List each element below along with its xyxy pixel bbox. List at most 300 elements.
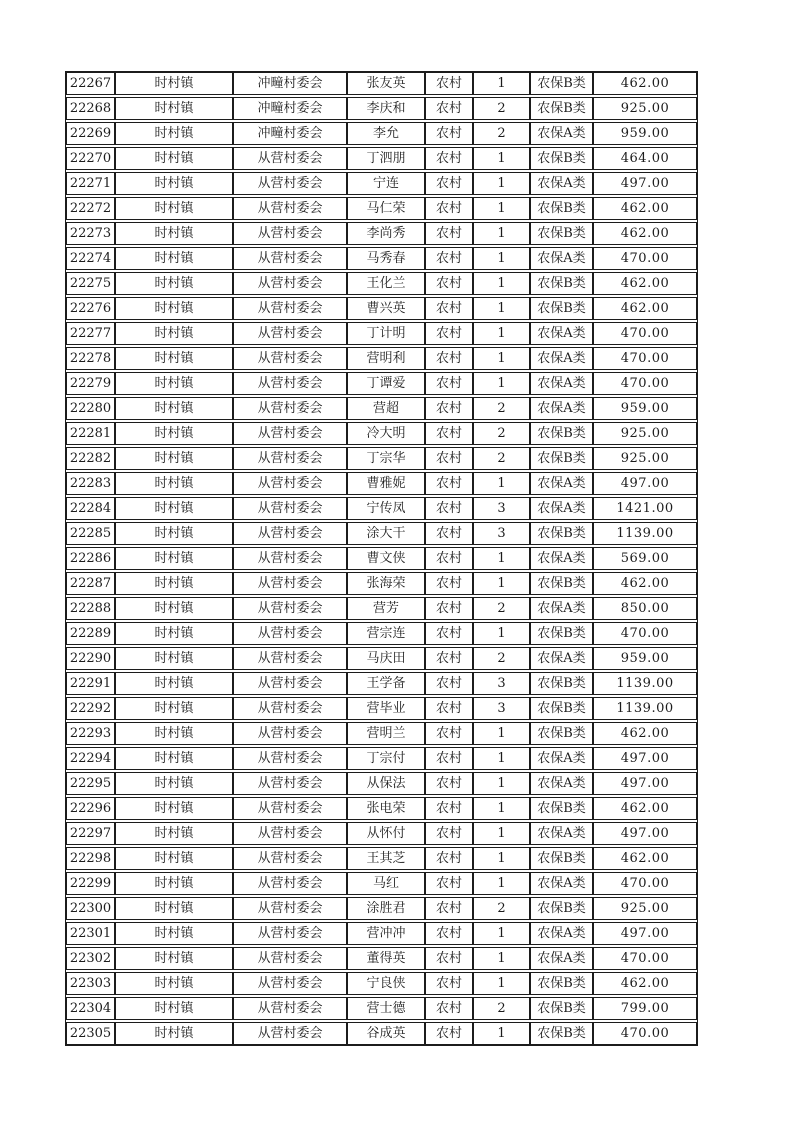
cell-amount: 462.00 bbox=[593, 572, 697, 595]
cell-person_name: 马秀春 bbox=[347, 247, 425, 270]
cell-person_name: 马庆田 bbox=[347, 647, 425, 670]
cell-record_no: 22295 bbox=[66, 772, 115, 795]
table-row bbox=[66, 622, 697, 645]
cell-town: 时村镇 bbox=[115, 222, 233, 245]
cell-village_committee: 从营村委会 bbox=[233, 372, 347, 395]
pension-payment-table bbox=[65, 71, 698, 1046]
cell-record_no: 22272 bbox=[66, 197, 115, 220]
cell-record_no: 22287 bbox=[66, 572, 115, 595]
cell-town: 时村镇 bbox=[115, 472, 233, 495]
cell-person_name: 营毕业 bbox=[347, 697, 425, 720]
cell-village_committee: 从营村委会 bbox=[233, 822, 347, 845]
table-row bbox=[66, 197, 697, 220]
cell-town: 时村镇 bbox=[115, 347, 233, 370]
cell-residence_type: 农村 bbox=[425, 422, 473, 445]
cell-amount: 462.00 bbox=[593, 722, 697, 745]
cell-village_committee: 从营村委会 bbox=[233, 597, 347, 620]
cell-person_name: 涂大干 bbox=[347, 522, 425, 545]
cell-residence_type: 农村 bbox=[425, 172, 473, 195]
cell-town: 时村镇 bbox=[115, 847, 233, 870]
cell-insurance_category: 农保A类 bbox=[530, 747, 593, 770]
cell-amount: 462.00 bbox=[593, 222, 697, 245]
cell-amount: 470.00 bbox=[593, 622, 697, 645]
cell-person_count: 1 bbox=[473, 247, 530, 270]
cell-village_committee: 从营村委会 bbox=[233, 422, 347, 445]
cell-residence_type: 农村 bbox=[425, 497, 473, 520]
cell-town: 时村镇 bbox=[115, 422, 233, 445]
cell-amount: 497.00 bbox=[593, 922, 697, 945]
cell-town: 时村镇 bbox=[115, 772, 233, 795]
cell-insurance_category: 农保B类 bbox=[530, 697, 593, 720]
table-row bbox=[66, 597, 697, 620]
table-row bbox=[66, 997, 697, 1020]
cell-town: 时村镇 bbox=[115, 197, 233, 220]
cell-record_no: 22279 bbox=[66, 372, 115, 395]
cell-amount: 497.00 bbox=[593, 822, 697, 845]
cell-town: 时村镇 bbox=[115, 972, 233, 995]
cell-person_count: 1 bbox=[473, 847, 530, 870]
cell-insurance_category: 农保B类 bbox=[530, 722, 593, 745]
cell-person_name: 丁泗朋 bbox=[347, 147, 425, 170]
cell-town: 时村镇 bbox=[115, 797, 233, 820]
cell-village_committee: 从营村委会 bbox=[233, 797, 347, 820]
cell-person_count: 2 bbox=[473, 122, 530, 145]
cell-residence_type: 农村 bbox=[425, 947, 473, 970]
cell-person_name: 王其芝 bbox=[347, 847, 425, 870]
cell-insurance_category: 农保A类 bbox=[530, 247, 593, 270]
cell-insurance_category: 农保B类 bbox=[530, 222, 593, 245]
cell-village_committee: 从营村委会 bbox=[233, 472, 347, 495]
cell-amount: 464.00 bbox=[593, 147, 697, 170]
cell-insurance_category: 农保A类 bbox=[530, 497, 593, 520]
cell-village_committee: 从营村委会 bbox=[233, 197, 347, 220]
cell-town: 时村镇 bbox=[115, 122, 233, 145]
cell-residence_type: 农村 bbox=[425, 447, 473, 470]
cell-amount: 470.00 bbox=[593, 347, 697, 370]
cell-record_no: 22274 bbox=[66, 247, 115, 270]
cell-residence_type: 农村 bbox=[425, 672, 473, 695]
cell-town: 时村镇 bbox=[115, 447, 233, 470]
cell-person_count: 3 bbox=[473, 497, 530, 520]
cell-person_name: 营士德 bbox=[347, 997, 425, 1020]
cell-village_committee: 从营村委会 bbox=[233, 272, 347, 295]
cell-village_committee: 从营村委会 bbox=[233, 697, 347, 720]
cell-town: 时村镇 bbox=[115, 822, 233, 845]
cell-person_count: 1 bbox=[473, 972, 530, 995]
cell-person_count: 2 bbox=[473, 997, 530, 1020]
cell-record_no: 22283 bbox=[66, 472, 115, 495]
cell-person_name: 张友英 bbox=[347, 72, 425, 95]
table-row bbox=[66, 522, 697, 545]
cell-residence_type: 农村 bbox=[425, 722, 473, 745]
cell-person_count: 1 bbox=[473, 322, 530, 345]
cell-village_committee: 从营村委会 bbox=[233, 322, 347, 345]
cell-person_name: 宁良侠 bbox=[347, 972, 425, 995]
cell-record_no: 22284 bbox=[66, 497, 115, 520]
cell-residence_type: 农村 bbox=[425, 472, 473, 495]
cell-town: 时村镇 bbox=[115, 497, 233, 520]
cell-insurance_category: 农保A类 bbox=[530, 947, 593, 970]
cell-person_count: 1 bbox=[473, 297, 530, 320]
cell-insurance_category: 农保B类 bbox=[530, 197, 593, 220]
cell-residence_type: 农村 bbox=[425, 147, 473, 170]
cell-residence_type: 农村 bbox=[425, 647, 473, 670]
cell-amount: 925.00 bbox=[593, 422, 697, 445]
cell-person_count: 1 bbox=[473, 772, 530, 795]
table-row bbox=[66, 447, 697, 470]
cell-person_count: 3 bbox=[473, 522, 530, 545]
cell-person_count: 1 bbox=[473, 197, 530, 220]
cell-amount: 497.00 bbox=[593, 747, 697, 770]
cell-amount: 462.00 bbox=[593, 797, 697, 820]
cell-town: 时村镇 bbox=[115, 172, 233, 195]
cell-person_count: 2 bbox=[473, 897, 530, 920]
table-row bbox=[66, 797, 697, 820]
cell-record_no: 22292 bbox=[66, 697, 115, 720]
cell-insurance_category: 农保A类 bbox=[530, 922, 593, 945]
cell-insurance_category: 农保B类 bbox=[530, 447, 593, 470]
cell-person_name: 董得英 bbox=[347, 947, 425, 970]
cell-amount: 497.00 bbox=[593, 772, 697, 795]
cell-insurance_category: 农保A类 bbox=[530, 822, 593, 845]
cell-town: 时村镇 bbox=[115, 997, 233, 1020]
cell-record_no: 22286 bbox=[66, 547, 115, 570]
table-row bbox=[66, 722, 697, 745]
cell-insurance_category: 农保A类 bbox=[530, 872, 593, 895]
cell-residence_type: 农村 bbox=[425, 822, 473, 845]
cell-person_name: 曹文侠 bbox=[347, 547, 425, 570]
cell-town: 时村镇 bbox=[115, 747, 233, 770]
cell-person_name: 涂胜君 bbox=[347, 897, 425, 920]
cell-residence_type: 农村 bbox=[425, 997, 473, 1020]
cell-village_committee: 从营村委会 bbox=[233, 572, 347, 595]
table-row bbox=[66, 672, 697, 695]
cell-village_committee: 冲疃村委会 bbox=[233, 122, 347, 145]
cell-amount: 1139.00 bbox=[593, 672, 697, 695]
cell-town: 时村镇 bbox=[115, 372, 233, 395]
table-row bbox=[66, 397, 697, 420]
cell-insurance_category: 农保A类 bbox=[530, 347, 593, 370]
cell-insurance_category: 农保A类 bbox=[530, 472, 593, 495]
cell-person_name: 营芳 bbox=[347, 597, 425, 620]
cell-insurance_category: 农保A类 bbox=[530, 322, 593, 345]
cell-village_committee: 从营村委会 bbox=[233, 772, 347, 795]
cell-insurance_category: 农保B类 bbox=[530, 1022, 593, 1045]
cell-amount: 462.00 bbox=[593, 272, 697, 295]
cell-record_no: 22298 bbox=[66, 847, 115, 870]
cell-village_committee: 从营村委会 bbox=[233, 297, 347, 320]
cell-amount: 850.00 bbox=[593, 597, 697, 620]
cell-insurance_category: 农保A类 bbox=[530, 172, 593, 195]
cell-person_count: 3 bbox=[473, 672, 530, 695]
cell-record_no: 22304 bbox=[66, 997, 115, 1020]
table-row bbox=[66, 272, 697, 295]
table-row bbox=[66, 172, 697, 195]
cell-residence_type: 农村 bbox=[425, 747, 473, 770]
cell-insurance_category: 农保B类 bbox=[530, 147, 593, 170]
table-row bbox=[66, 247, 697, 270]
cell-insurance_category: 农保B类 bbox=[530, 522, 593, 545]
cell-record_no: 22276 bbox=[66, 297, 115, 320]
table-row bbox=[66, 647, 697, 670]
cell-record_no: 22282 bbox=[66, 447, 115, 470]
cell-person_count: 1 bbox=[473, 722, 530, 745]
cell-person_count: 2 bbox=[473, 97, 530, 120]
cell-village_committee: 从营村委会 bbox=[233, 847, 347, 870]
cell-record_no: 22301 bbox=[66, 922, 115, 945]
cell-town: 时村镇 bbox=[115, 572, 233, 595]
cell-person_count: 1 bbox=[473, 872, 530, 895]
table-row bbox=[66, 422, 697, 445]
cell-person_name: 营超 bbox=[347, 397, 425, 420]
cell-amount: 462.00 bbox=[593, 72, 697, 95]
cell-person_count: 1 bbox=[473, 797, 530, 820]
cell-person_count: 1 bbox=[473, 822, 530, 845]
cell-record_no: 22302 bbox=[66, 947, 115, 970]
cell-person_name: 从怀付 bbox=[347, 822, 425, 845]
cell-amount: 925.00 bbox=[593, 897, 697, 920]
cell-village_committee: 从营村委会 bbox=[233, 622, 347, 645]
cell-village_committee: 从营村委会 bbox=[233, 447, 347, 470]
cell-residence_type: 农村 bbox=[425, 322, 473, 345]
cell-residence_type: 农村 bbox=[425, 1022, 473, 1045]
table-row bbox=[66, 297, 697, 320]
cell-town: 时村镇 bbox=[115, 322, 233, 345]
cell-record_no: 22290 bbox=[66, 647, 115, 670]
cell-residence_type: 农村 bbox=[425, 797, 473, 820]
cell-town: 时村镇 bbox=[115, 272, 233, 295]
cell-insurance_category: 农保A类 bbox=[530, 647, 593, 670]
cell-person_count: 1 bbox=[473, 222, 530, 245]
table-row bbox=[66, 547, 697, 570]
cell-town: 时村镇 bbox=[115, 922, 233, 945]
cell-insurance_category: 农保B类 bbox=[530, 572, 593, 595]
table-row bbox=[66, 872, 697, 895]
cell-residence_type: 农村 bbox=[425, 972, 473, 995]
cell-town: 时村镇 bbox=[115, 622, 233, 645]
cell-residence_type: 农村 bbox=[425, 272, 473, 295]
cell-person_count: 2 bbox=[473, 447, 530, 470]
cell-amount: 470.00 bbox=[593, 872, 697, 895]
cell-person_count: 1 bbox=[473, 272, 530, 295]
cell-amount: 462.00 bbox=[593, 972, 697, 995]
cell-record_no: 22300 bbox=[66, 897, 115, 920]
cell-town: 时村镇 bbox=[115, 897, 233, 920]
cell-village_committee: 冲疃村委会 bbox=[233, 97, 347, 120]
cell-person_count: 2 bbox=[473, 647, 530, 670]
cell-person_count: 1 bbox=[473, 372, 530, 395]
cell-record_no: 22268 bbox=[66, 97, 115, 120]
cell-town: 时村镇 bbox=[115, 647, 233, 670]
cell-person_name: 王化兰 bbox=[347, 272, 425, 295]
cell-residence_type: 农村 bbox=[425, 772, 473, 795]
cell-person_name: 李允 bbox=[347, 122, 425, 145]
cell-record_no: 22296 bbox=[66, 797, 115, 820]
cell-insurance_category: 农保B类 bbox=[530, 297, 593, 320]
cell-record_no: 22275 bbox=[66, 272, 115, 295]
cell-village_committee: 从营村委会 bbox=[233, 397, 347, 420]
cell-amount: 569.00 bbox=[593, 547, 697, 570]
cell-insurance_category: 农保A类 bbox=[530, 372, 593, 395]
cell-town: 时村镇 bbox=[115, 672, 233, 695]
cell-record_no: 22294 bbox=[66, 747, 115, 770]
table-row bbox=[66, 147, 697, 170]
cell-village_committee: 从营村委会 bbox=[233, 922, 347, 945]
cell-person_count: 2 bbox=[473, 422, 530, 445]
cell-insurance_category: 农保B类 bbox=[530, 972, 593, 995]
cell-amount: 462.00 bbox=[593, 847, 697, 870]
cell-town: 时村镇 bbox=[115, 947, 233, 970]
cell-person_name: 宁传凤 bbox=[347, 497, 425, 520]
cell-village_committee: 从营村委会 bbox=[233, 672, 347, 695]
cell-person_name: 营冲冲 bbox=[347, 922, 425, 945]
cell-residence_type: 农村 bbox=[425, 847, 473, 870]
cell-person_name: 丁宗付 bbox=[347, 747, 425, 770]
cell-town: 时村镇 bbox=[115, 97, 233, 120]
cell-person_count: 1 bbox=[473, 147, 530, 170]
cell-insurance_category: 农保A类 bbox=[530, 597, 593, 620]
cell-residence_type: 农村 bbox=[425, 72, 473, 95]
cell-insurance_category: 农保A类 bbox=[530, 547, 593, 570]
cell-person_name: 曹雅妮 bbox=[347, 472, 425, 495]
cell-insurance_category: 农保B类 bbox=[530, 97, 593, 120]
cell-insurance_category: 农保A类 bbox=[530, 397, 593, 420]
cell-person_count: 1 bbox=[473, 947, 530, 970]
cell-insurance_category: 农保B类 bbox=[530, 847, 593, 870]
table-row bbox=[66, 972, 697, 995]
cell-person_name: 冷大明 bbox=[347, 422, 425, 445]
cell-insurance_category: 农保B类 bbox=[530, 897, 593, 920]
table-row bbox=[66, 747, 697, 770]
cell-town: 时村镇 bbox=[115, 1022, 233, 1045]
table-row bbox=[66, 347, 697, 370]
cell-town: 时村镇 bbox=[115, 722, 233, 745]
cell-record_no: 22305 bbox=[66, 1022, 115, 1045]
cell-village_committee: 从营村委会 bbox=[233, 547, 347, 570]
cell-person_count: 1 bbox=[473, 1022, 530, 1045]
cell-residence_type: 农村 bbox=[425, 922, 473, 945]
cell-village_committee: 从营村委会 bbox=[233, 1022, 347, 1045]
cell-town: 时村镇 bbox=[115, 72, 233, 95]
cell-amount: 1139.00 bbox=[593, 522, 697, 545]
cell-amount: 470.00 bbox=[593, 322, 697, 345]
cell-record_no: 22269 bbox=[66, 122, 115, 145]
cell-amount: 470.00 bbox=[593, 372, 697, 395]
cell-residence_type: 农村 bbox=[425, 397, 473, 420]
cell-amount: 470.00 bbox=[593, 947, 697, 970]
cell-village_committee: 从营村委会 bbox=[233, 947, 347, 970]
cell-village_committee: 从营村委会 bbox=[233, 722, 347, 745]
cell-village_committee: 从营村委会 bbox=[233, 522, 347, 545]
cell-person_name: 谷成英 bbox=[347, 1022, 425, 1045]
cell-village_committee: 冲疃村委会 bbox=[233, 72, 347, 95]
cell-person_name: 李尚秀 bbox=[347, 222, 425, 245]
cell-person_name: 从保法 bbox=[347, 772, 425, 795]
cell-amount: 959.00 bbox=[593, 397, 697, 420]
cell-town: 时村镇 bbox=[115, 147, 233, 170]
cell-village_committee: 从营村委会 bbox=[233, 647, 347, 670]
table-row bbox=[66, 572, 697, 595]
cell-person_count: 3 bbox=[473, 697, 530, 720]
table-row bbox=[66, 822, 697, 845]
table-row bbox=[66, 897, 697, 920]
cell-village_committee: 从营村委会 bbox=[233, 872, 347, 895]
table-row bbox=[66, 472, 697, 495]
table-row bbox=[66, 947, 697, 970]
cell-residence_type: 农村 bbox=[425, 197, 473, 220]
cell-insurance_category: 农保B类 bbox=[530, 72, 593, 95]
cell-residence_type: 农村 bbox=[425, 872, 473, 895]
cell-residence_type: 农村 bbox=[425, 222, 473, 245]
table-row bbox=[66, 222, 697, 245]
cell-record_no: 22281 bbox=[66, 422, 115, 445]
cell-residence_type: 农村 bbox=[425, 897, 473, 920]
cell-town: 时村镇 bbox=[115, 547, 233, 570]
cell-person_name: 丁谭爱 bbox=[347, 372, 425, 395]
cell-town: 时村镇 bbox=[115, 872, 233, 895]
table-row bbox=[66, 922, 697, 945]
cell-record_no: 22289 bbox=[66, 622, 115, 645]
cell-village_committee: 从营村委会 bbox=[233, 222, 347, 245]
table-row bbox=[66, 847, 697, 870]
cell-residence_type: 农村 bbox=[425, 697, 473, 720]
cell-village_committee: 从营村委会 bbox=[233, 497, 347, 520]
cell-person_count: 1 bbox=[473, 747, 530, 770]
table-row bbox=[66, 322, 697, 345]
cell-town: 时村镇 bbox=[115, 697, 233, 720]
cell-person_count: 1 bbox=[473, 572, 530, 595]
cell-person_count: 1 bbox=[473, 622, 530, 645]
cell-record_no: 22285 bbox=[66, 522, 115, 545]
table-row bbox=[66, 122, 697, 145]
cell-record_no: 22270 bbox=[66, 147, 115, 170]
cell-insurance_category: 农保A类 bbox=[530, 772, 593, 795]
cell-amount: 497.00 bbox=[593, 472, 697, 495]
cell-residence_type: 农村 bbox=[425, 347, 473, 370]
cell-village_committee: 从营村委会 bbox=[233, 247, 347, 270]
table-row bbox=[66, 372, 697, 395]
cell-person_count: 1 bbox=[473, 547, 530, 570]
cell-amount: 925.00 bbox=[593, 97, 697, 120]
cell-person_name: 丁宗华 bbox=[347, 447, 425, 470]
cell-record_no: 22303 bbox=[66, 972, 115, 995]
cell-record_no: 22280 bbox=[66, 397, 115, 420]
cell-town: 时村镇 bbox=[115, 522, 233, 545]
cell-person_count: 2 bbox=[473, 397, 530, 420]
cell-residence_type: 农村 bbox=[425, 522, 473, 545]
cell-person_name: 营明兰 bbox=[347, 722, 425, 745]
cell-amount: 470.00 bbox=[593, 247, 697, 270]
cell-amount: 959.00 bbox=[593, 647, 697, 670]
cell-record_no: 22273 bbox=[66, 222, 115, 245]
cell-person_name: 张电荣 bbox=[347, 797, 425, 820]
cell-record_no: 22299 bbox=[66, 872, 115, 895]
cell-residence_type: 农村 bbox=[425, 97, 473, 120]
cell-record_no: 22291 bbox=[66, 672, 115, 695]
cell-town: 时村镇 bbox=[115, 247, 233, 270]
cell-village_committee: 从营村委会 bbox=[233, 747, 347, 770]
cell-insurance_category: 农保B类 bbox=[530, 672, 593, 695]
cell-record_no: 22288 bbox=[66, 597, 115, 620]
cell-record_no: 22278 bbox=[66, 347, 115, 370]
cell-person_name: 马仁荣 bbox=[347, 197, 425, 220]
cell-record_no: 22297 bbox=[66, 822, 115, 845]
cell-residence_type: 农村 bbox=[425, 622, 473, 645]
cell-person_name: 张海荣 bbox=[347, 572, 425, 595]
cell-amount: 1139.00 bbox=[593, 697, 697, 720]
cell-insurance_category: 农保B类 bbox=[530, 622, 593, 645]
cell-record_no: 22267 bbox=[66, 72, 115, 95]
